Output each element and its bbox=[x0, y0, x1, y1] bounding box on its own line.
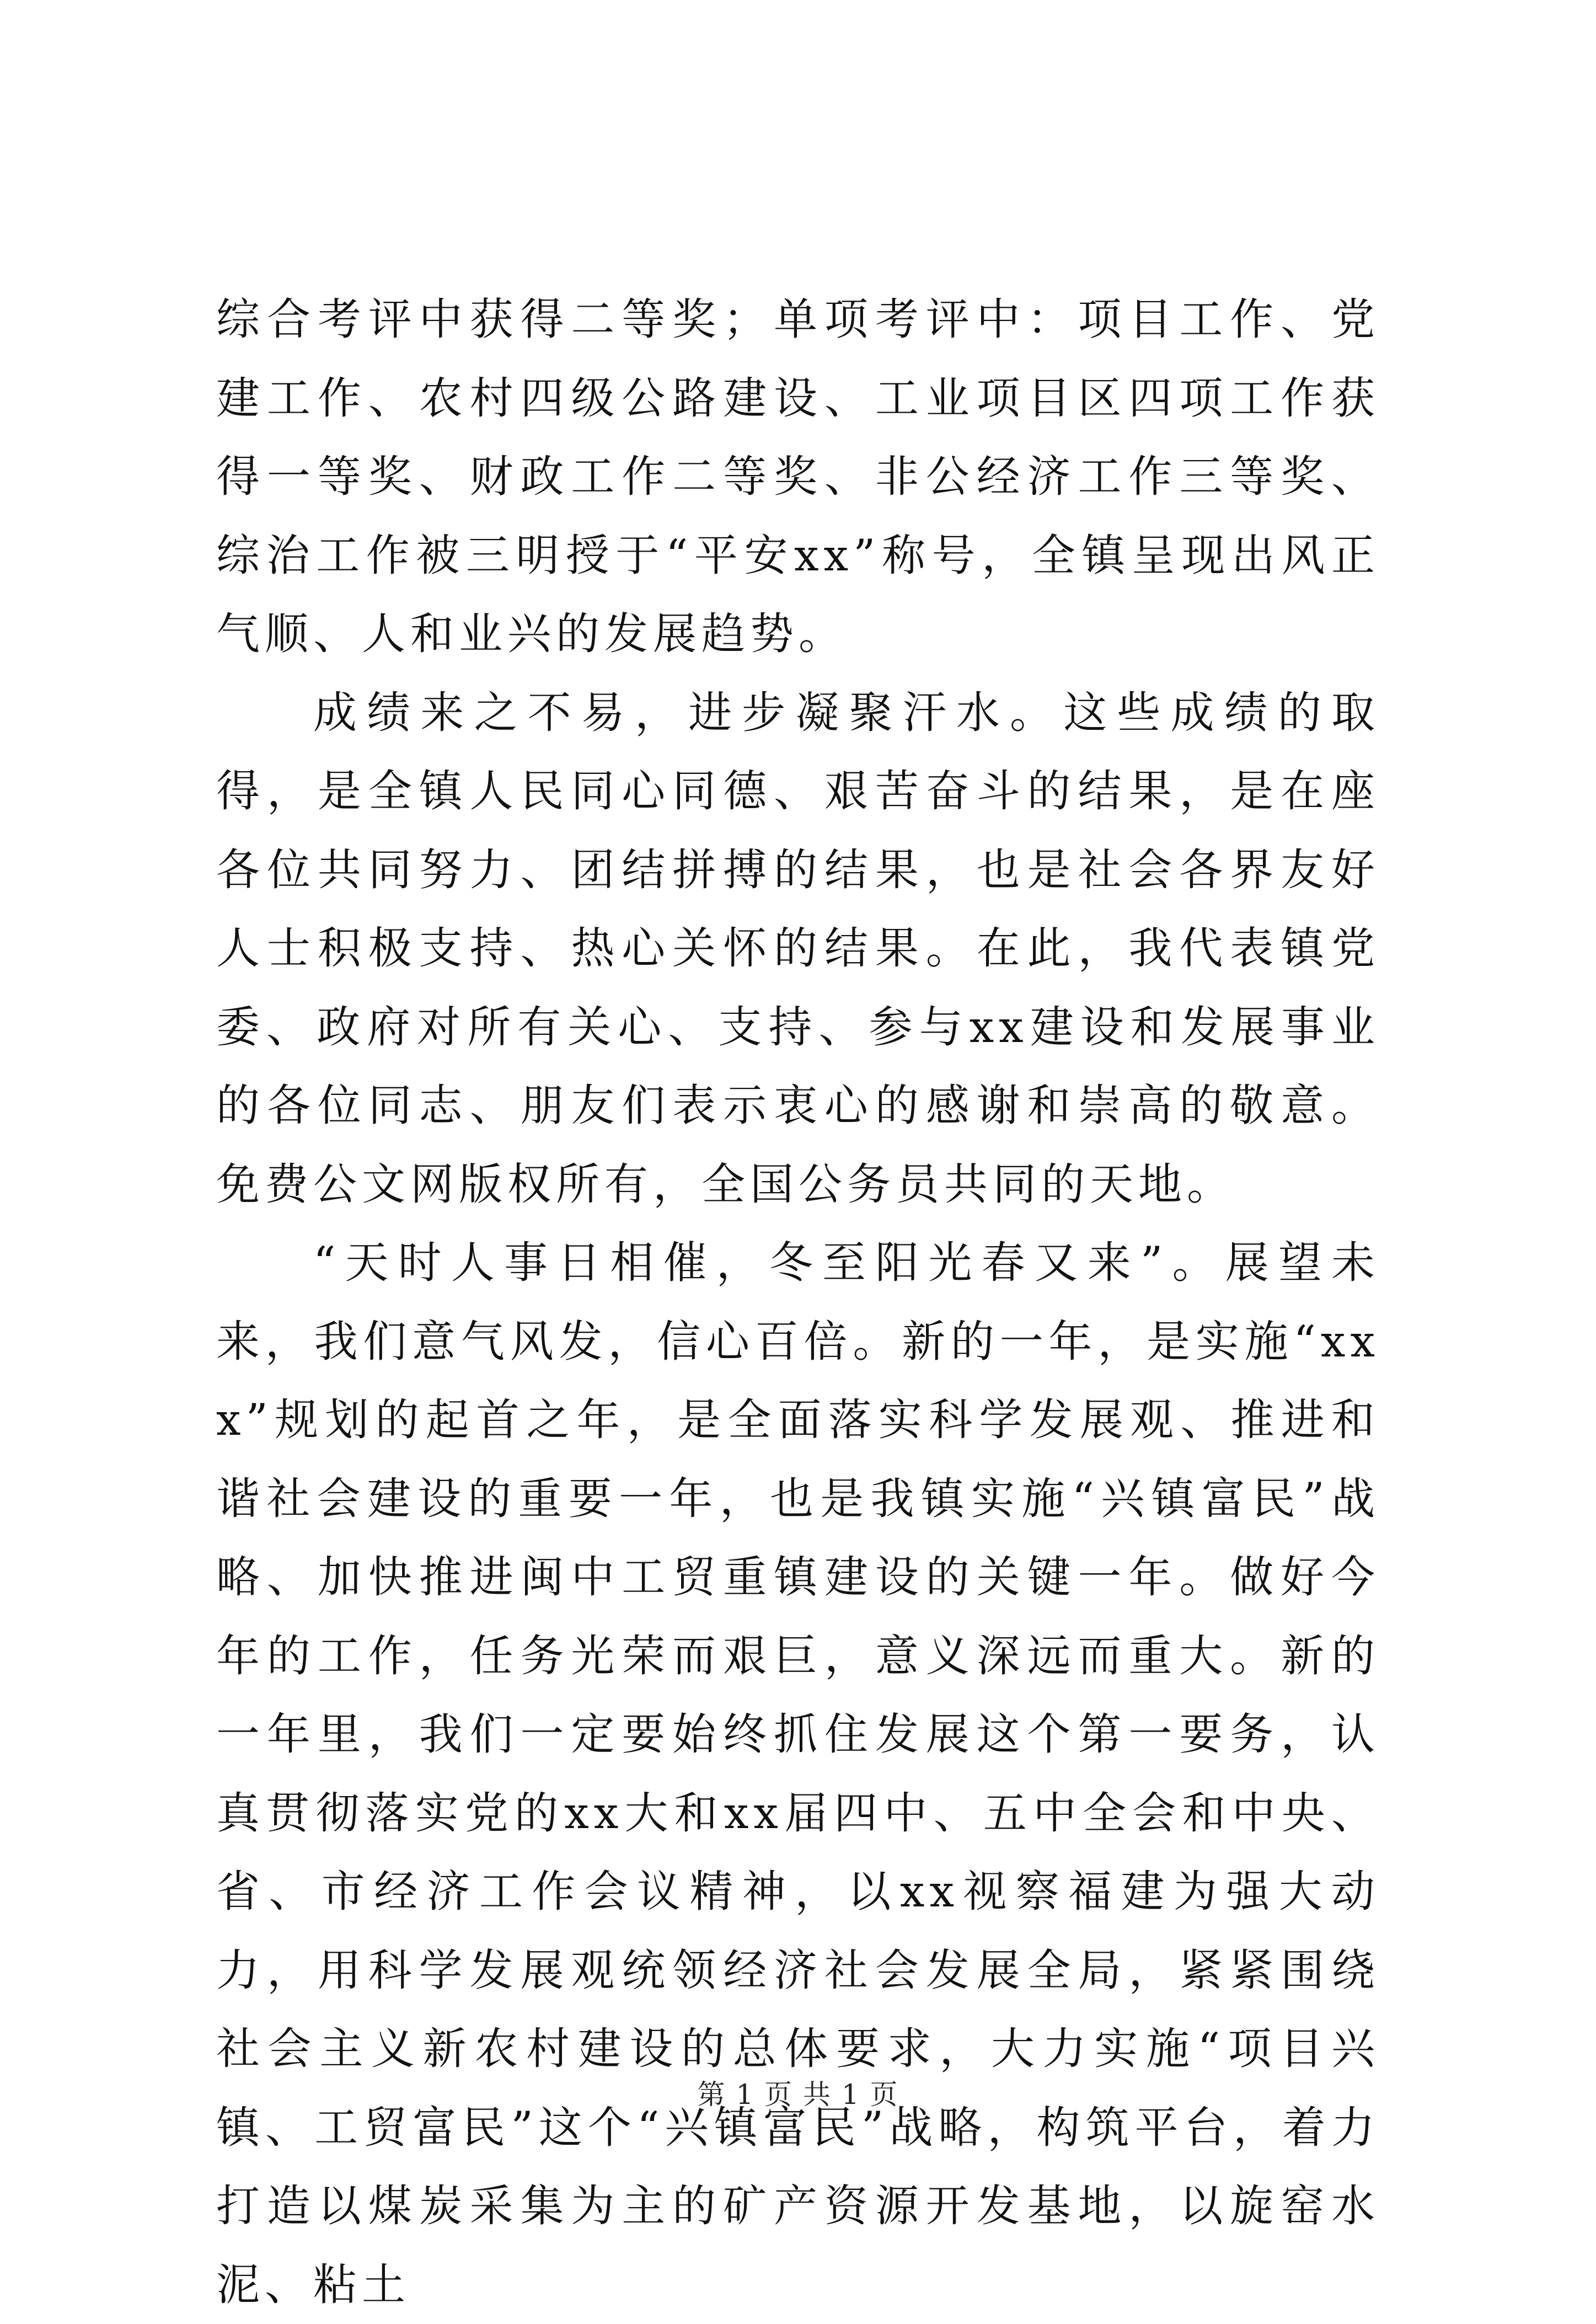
page-footer: 第 1 页 共 1 页 bbox=[697, 2079, 899, 2111]
paragraph-2: 成绩来之不易，进步凝聚汗水。这些成绩的取得，是全镇人民同心同德、艰苦奋斗的结果，是在座各位共同努力、团结拼搏的结果，也是社会各界友好人士积极支持、热心关怀的结果。在此，我代表镇党委、政府对所有关心、支持、参与xx建设和发展事业的各位同志、朋友们表示衷心的感谢和崇高的敬意。免费公文网版权所有，全国公务员共同的天地。 bbox=[216, 687, 1380, 1210]
document-body bbox=[216, 280, 1380, 2324]
paragraph-3: “天时人事日相催，冬至阳光春又来”。展望未来，我们意气风发，信心百倍。新的一年，是实施“xxx”规划的起首之年，是全面落实科学发展观、推进和谐社会建设的重要一年，也是我镇实施“兴镇富民”战略、加快推进闽中工贸重镇建设的关键一年。做好今年的工作，任务光荣而艰巨，意义深远而重大。新的一年里，我们一定要始终抓住发展这个第一要务，认真贯彻落实党的xx大和xx届四中、五中全会和中央、省、市经济工作会议精神，以xx视察福建为强大动力，用科学发展观统领经济社会发展全局，紧紧围绕社会主义新农村建设的总体要求，大力实施“项目兴镇、工贸富民”这个“兴镇富民”战略，构筑平台，着力打造以煤炭采集为主的矿产资源开发基地，以旋窑水泥、粘土 bbox=[216, 1237, 1380, 2310]
paragraph-1: 综合考评中获得二等奖；单项考评中：项目工作、党建工作、农村四级公路建设、工业项目区四项工作获得一等奖、财政工作二等奖、非公经济工作三等奖、综治工作被三明授于“平安xx”称号，全镇呈现出风正气顺、人和业兴的发展趋势。 bbox=[216, 294, 1380, 659]
